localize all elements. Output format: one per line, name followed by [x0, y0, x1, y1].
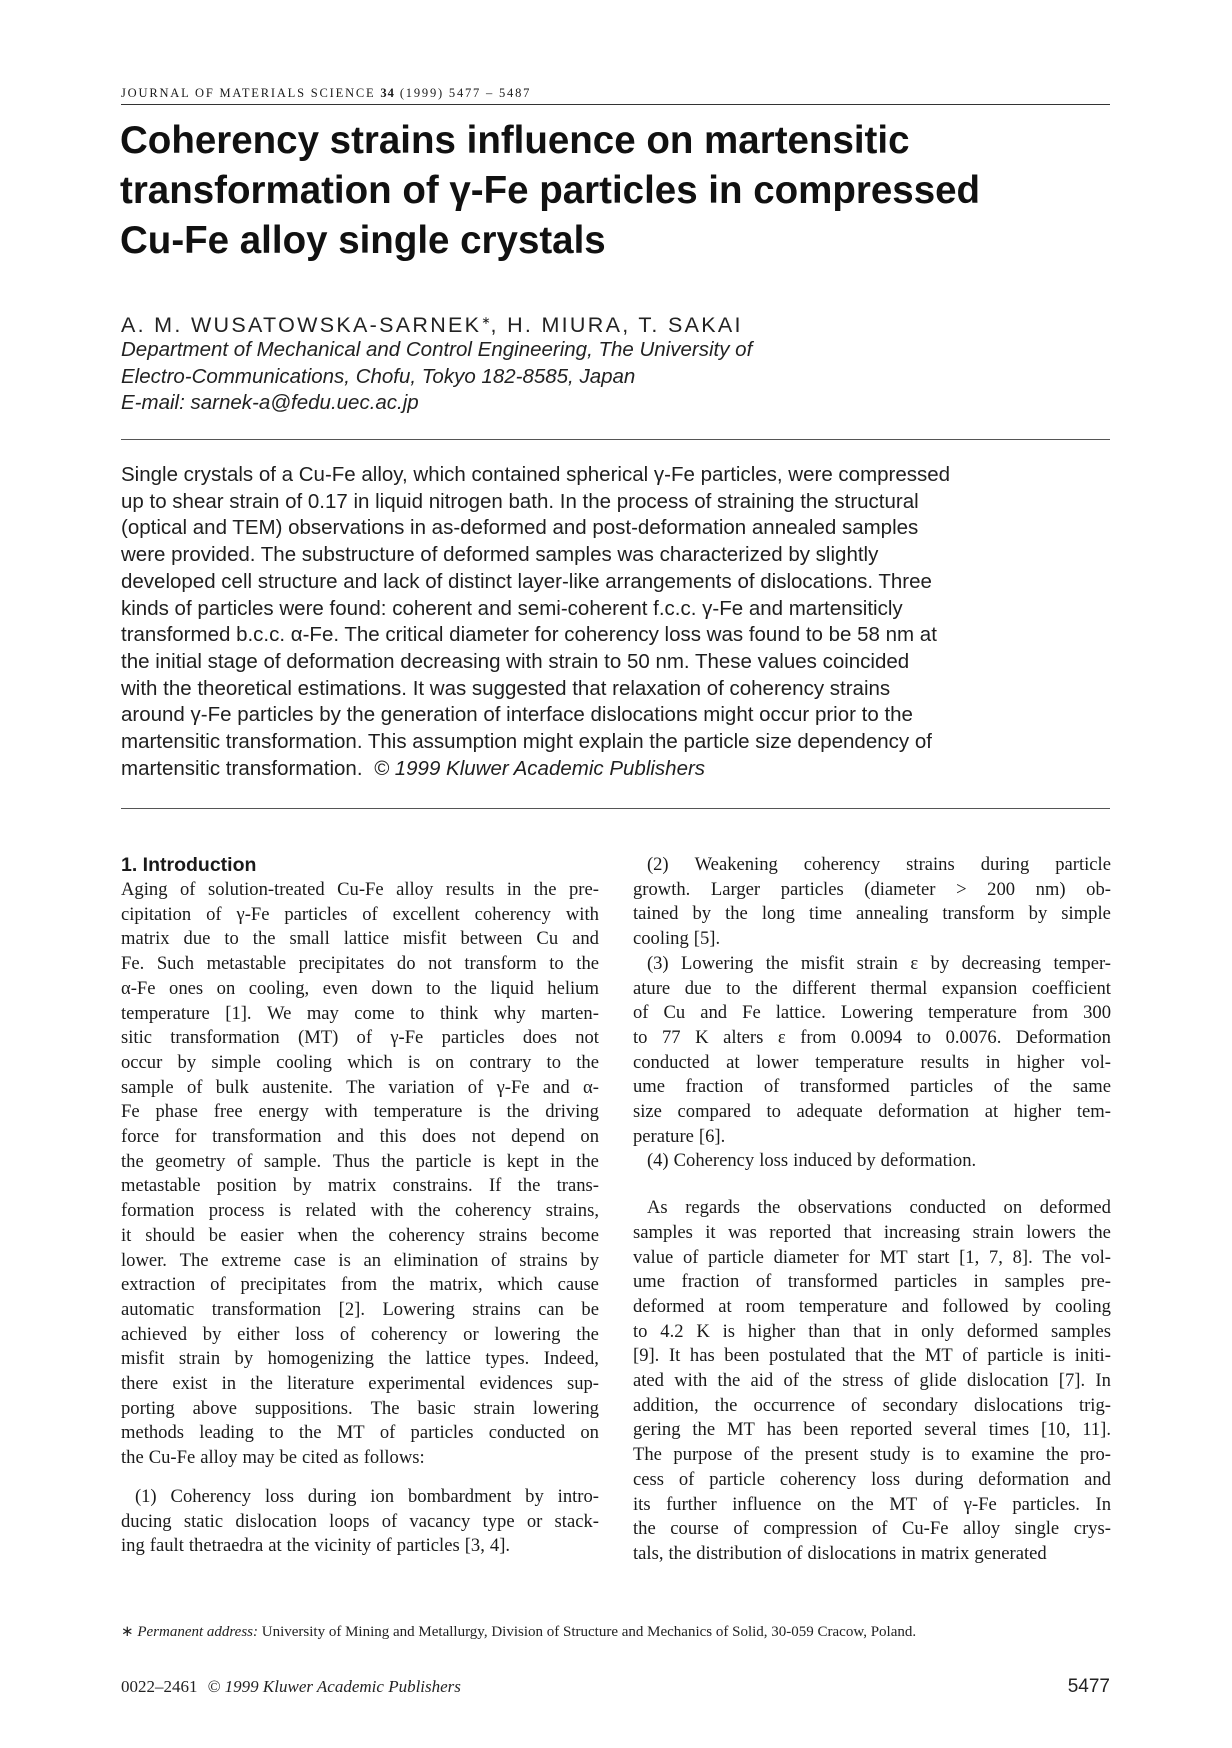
affiliation-line: Electro-Communications, Chofu, Tokyo 182-8585, Japan — [121, 364, 636, 388]
text-line: addition, the occurrence of secondary dislocations trig- — [633, 1394, 1111, 1416]
abstract-line: (optical and TEM) observations in as-deformed and post-deformation annealed samples — [121, 516, 919, 540]
text-line: porting above suppositions. The basic strain lowering — [121, 1397, 599, 1419]
abstract-line: the initial stage of deformation decreasing with strain to 50 nm. These values coincided — [121, 649, 910, 673]
text-line: the Cu-Fe alloy may be cited as follows: — [121, 1447, 425, 1469]
intro-item-3 — [633, 952, 1111, 1150]
abstract-last-line — [121, 756, 1111, 783]
intro-item-4 — [633, 1149, 1111, 1174]
footer-issn-block — [121, 1677, 461, 1697]
text-line: to 4.2 K is higher than that in only deformed samples — [633, 1320, 1111, 1342]
text-line: cipitation of γ-Fe particles of excellent coherency with — [121, 903, 599, 925]
text-line: of Cu and Fe lattice. Lowering temperature from 300 — [633, 1002, 1111, 1024]
first-author: A. M. WUSATOWSKA-SARNEK — [121, 313, 482, 337]
journal-volume: 34 — [380, 86, 395, 100]
intro-item-1 — [121, 1485, 599, 1559]
abstract-copyright: © 1999 Kluwer Academic Publishers — [373, 756, 706, 780]
abstract-line: developed cell structure and lack of distinct layer-like arrangements of dislocations. Three — [121, 569, 932, 593]
intro-item-2 — [633, 853, 1111, 952]
abstract-line: Single crystals of a Cu-Fe alloy, which contained spherical γ-Fe particles, were compressed — [121, 463, 951, 486]
text-line: perature [6]. — [633, 1125, 726, 1147]
text-line: α-Fe ones on cooling, even down to the liquid helium — [121, 977, 599, 999]
abstract-line: martensitic transformation. This assumption might explain the particle size dependency of — [121, 730, 932, 754]
text-line: Fe phase free energy with temperature is the driving — [121, 1101, 599, 1123]
text-line: samples it was reported that increasing strain lowers the — [633, 1221, 1111, 1243]
affiliation-line: Department of Mechanical and Control Engineering, The University of — [121, 338, 753, 361]
text-line: there exist in the literature experimental evidences sup- — [121, 1373, 599, 1395]
abstract-bottom-rule — [121, 808, 1110, 809]
text-line: lower. The extreme case is an elimination of strains by — [121, 1249, 599, 1271]
text-line: sample of bulk austenite. The variation of γ-Fe and α- — [121, 1076, 599, 1098]
text-line: tained by the long time annealing transform by simple — [633, 903, 1111, 925]
text-line: cooling [5]. — [633, 928, 721, 950]
text-line: (3) Lowering the misfit strain ε by decreasing temper- — [633, 952, 1111, 974]
text-line: the course of compression of Cu-Fe alloy single crys- — [633, 1518, 1111, 1540]
intro-paragraph-2 — [633, 1196, 1111, 1567]
header-rule — [121, 104, 1110, 105]
text-line: its further influence on the MT of γ-Fe particles. In — [633, 1493, 1111, 1515]
footnote-text: University of Mining and Metallurgy, Division of Structure and Mechanics of Solid, 30-059 Cracow, Poland. — [261, 1624, 917, 1640]
title-line: Cu-Fe alloy single crystals — [120, 219, 606, 262]
text-line: Fe. Such metastable precipitates do not transform to the — [121, 953, 599, 975]
text-line: ated with the aid of the stress of glide dislocation [7]. In — [633, 1370, 1111, 1392]
journal-name: JOURNAL OF MATERIALS SCIENCE — [121, 86, 376, 100]
author-list — [121, 313, 743, 338]
text-line: [9]. It has been postulated that the MT of particle is initi- — [633, 1345, 1111, 1367]
text-line: ume fraction of transformed particles in samples pre- — [633, 1271, 1111, 1293]
abstract-line: kinds of particles were found: coherent and semi-coherent f.c.c. γ-Fe and martensiticly — [121, 596, 903, 620]
text-line: As regards the observations conducted on deformed — [633, 1197, 1111, 1219]
text-line: sitic transformation (MT) of γ-Fe particles does not — [121, 1027, 599, 1049]
text-line: force for transformation and this does not depend on — [121, 1126, 599, 1148]
intro-paragraph — [121, 878, 599, 1471]
text-line: conducted at lower temperature results in higher vol- — [633, 1051, 1111, 1073]
paragraph-gap — [121, 1471, 599, 1485]
page-number: 5477 — [1067, 1676, 1110, 1697]
footnote — [121, 1622, 916, 1641]
left-column — [121, 853, 599, 1559]
footnote-mark: ∗ — [481, 314, 491, 327]
journal-year-pages: (1999) 5477 – 5487 — [399, 86, 532, 100]
text-line: tals, the distribution of dislocations in matrix generated — [633, 1542, 1047, 1564]
text-line: size compared to adequate deformation at higher tem- — [633, 1101, 1111, 1123]
text-line: Aging of solution-treated Cu-Fe alloy results in the pre- — [121, 879, 599, 900]
abstract-line: were provided. The substructure of deformed samples was characterized by slightly — [121, 543, 879, 567]
section-heading: 1. Introduction — [121, 854, 257, 876]
text-line: (2) Weakening coherency strains during particle — [633, 854, 1111, 875]
text-line: to 77 K alters ε from 0.0094 to 0.0076. Deformation — [633, 1026, 1111, 1048]
abstract-line: around γ-Fe particles by the generation of interface dislocations might occur prior to the — [121, 703, 913, 727]
journal-header — [121, 86, 1110, 101]
text-line: methods leading to the MT of particles conducted on — [121, 1422, 599, 1444]
text-line: ducing static dislocation loops of vacancy type or stack- — [121, 1510, 599, 1532]
footnote-label: Permanent address: — [137, 1624, 259, 1640]
article-title — [120, 116, 1110, 266]
text-line: achieved by either loss of coherency or lowering the — [121, 1323, 599, 1345]
abstract-line: up to shear strain of 0.17 in liquid nitrogen bath. In the process of straining the structural — [121, 489, 919, 513]
other-authors: , H. MIURA, T. SAKAI — [490, 313, 743, 337]
footnote-mark: ∗ — [121, 1624, 134, 1640]
issn: 0022–2461 — [121, 1677, 198, 1696]
text-line: The purpose of the present study is to examine the pro- — [633, 1444, 1111, 1466]
text-line: value of particle diameter for MT start [1, 7, 8]. The vol- — [633, 1246, 1111, 1268]
text-line: extraction of precipitates from the matrix, which cause — [121, 1274, 599, 1296]
text-line: matrix due to the small lattice misfit between Cu and — [121, 928, 599, 950]
text-line: formation process is related with the coherency strains, — [121, 1200, 599, 1222]
text-line: it should be easier when the coherency strains become — [121, 1224, 599, 1246]
abstract — [121, 462, 1111, 782]
paragraph-gap — [633, 1174, 1111, 1196]
footer-publisher: © 1999 Kluwer Academic Publishers — [207, 1677, 461, 1696]
affiliation — [121, 337, 752, 417]
text-line: temperature [1]. We may come to think why marten- — [121, 1002, 599, 1024]
abstract-top-rule — [121, 439, 1110, 440]
abstract-line: with the theoretical estimations. It was suggested that relaxation of coherency strains — [121, 676, 891, 700]
text-line: ature due to the different thermal expansion coefficient — [633, 977, 1111, 999]
text-line: misfit strain by homogenizing the lattice types. Indeed, — [121, 1348, 599, 1370]
text-line: occur by simple cooling which is on contrary to the — [121, 1051, 599, 1073]
title-line: Coherency strains influence on martensitic — [120, 119, 910, 162]
title-line: transformation of γ-Fe particles in compressed — [120, 169, 981, 212]
text-line: automatic transformation [2]. Lowering strains can be — [121, 1298, 599, 1320]
text-line: (1) Coherency loss during ion bombardment by intro- — [121, 1485, 599, 1507]
abstract-line: martensitic transformation. — [121, 756, 363, 780]
abstract-line: transformed b.c.c. α-Fe. The critical diameter for coherency loss was found to be 58 nm at — [121, 623, 937, 647]
text-line: deformed at room temperature and followed by cooling — [633, 1295, 1111, 1317]
text-line: metastable position by matrix constrains. If the trans- — [121, 1175, 599, 1197]
text-line: (4) Coherency loss induced by deformation. — [633, 1150, 977, 1172]
text-line: gering the MT has been reported several times [10, 11]. — [633, 1419, 1111, 1441]
affiliation-email: E-mail: sarnek-a@fedu.uec.ac.jp — [121, 391, 419, 414]
text-line: growth. Larger particles (diameter > 200 nm) ob- — [633, 878, 1111, 900]
text-line: cess of particle coherency loss during deformation and — [633, 1468, 1111, 1490]
text-line: the geometry of sample. Thus the particle is kept in the — [121, 1150, 599, 1172]
text-line: ume fraction of transformed particles of the same — [633, 1076, 1111, 1098]
text-line: ing fault thetraedra at the vicinity of particles [3, 4]. — [121, 1535, 511, 1557]
right-column — [633, 853, 1111, 1567]
